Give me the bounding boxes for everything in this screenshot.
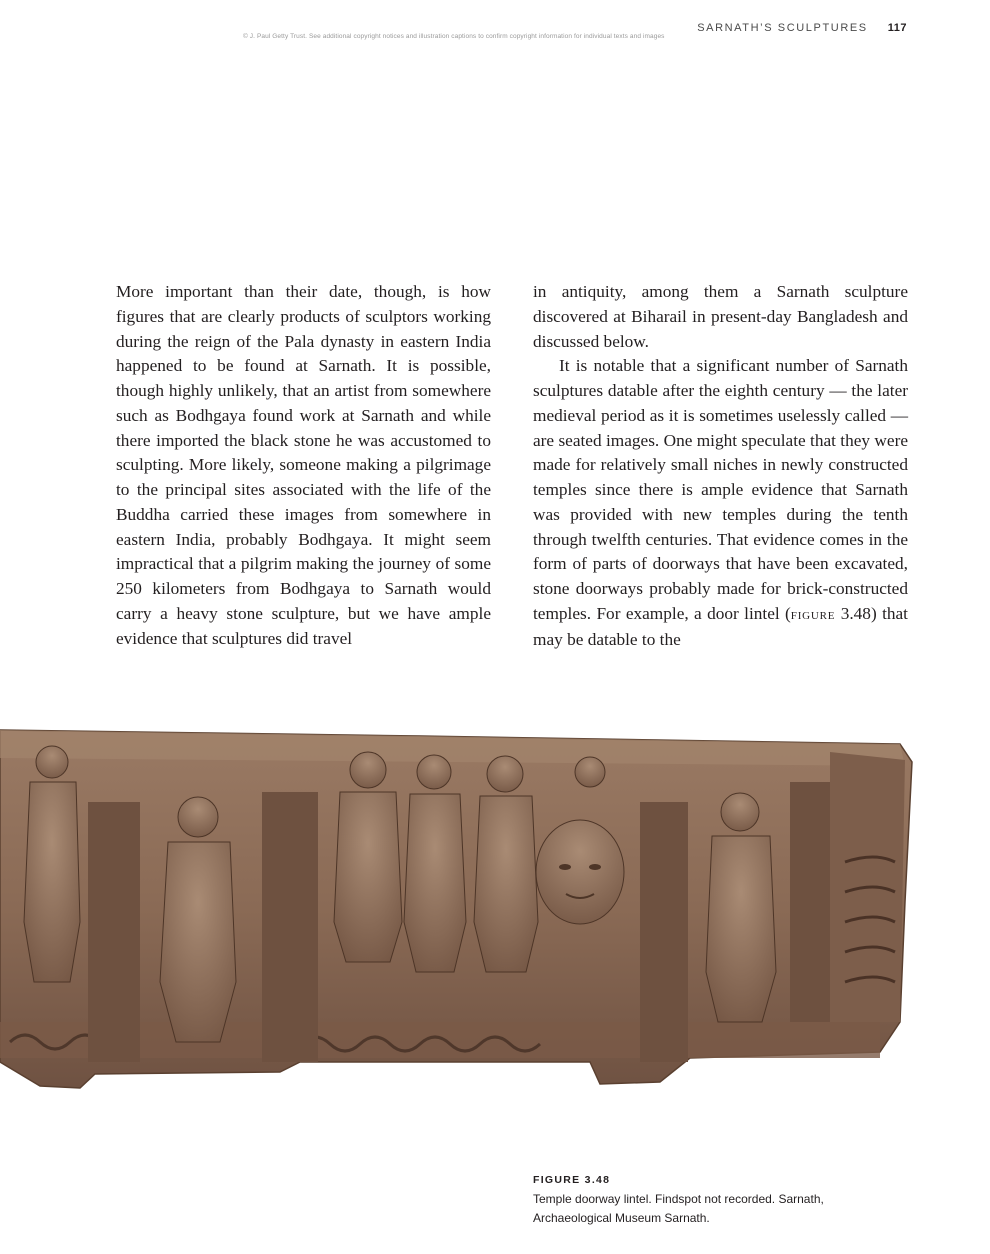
figure-caption — [533, 1174, 893, 1228]
right-paragraph-2 — [533, 354, 908, 652]
copyright-notice: © J. Paul Getty Trust. See additional copyright notices and illustration captions to confirm copyright information for individual texts and images — [243, 33, 665, 40]
left-column — [116, 280, 491, 651]
page-number: 117 — [887, 22, 907, 34]
right-paragraph-2-text: It is notable that a significant number of Sarnath sculptures datable after the eighth century — the later medieval period as it is sometimes uselessly called — are seated images. One might speculate that they were made for relatively small niches in newly constructed temples since there is ample evidence that Sarnath was provided with new temples during the tenth through twelfth centuries. That evidence comes in the form of parts of doorways that have been excavated, stone doorways probably made for brick-constructed temples. For example, a door lintel ( — [533, 356, 908, 623]
right-paragraph-1: in antiquity, among them a Sarnath sculpture discovered at Biharail in present-day Bangladesh and discussed below. — [533, 282, 908, 351]
left-paragraph: More important than their date, though, is how figures that are clearly products of sculptors working during the reign of the Pala dynasty in eastern India happened to be found at Sarnath. It is possible, though highly unlikely, that an artist from somewhere such as Bodhgaya found work at Sarnath and while there imported the black stone he was accustomed to sculpting. More likely, someone making a pilgrimage to the principal sites associated with the life of the Buddha carried these images from somewhere in eastern India, probably Bodhgaya. It might seem impractical that a pilgrim making the journey of some 250 kilometers from Bodhgaya to Sarnath would carry a heavy stone sculpture, but we have ample evidence that sculptures did travel — [116, 282, 491, 648]
figure-reference: figure — [790, 606, 836, 623]
lintel-photo — [0, 722, 915, 1094]
right-column — [533, 280, 908, 652]
running-title: SARNATH’S SCULPTURES — [697, 22, 868, 34]
figure-caption-line-1: Temple doorway lintel. Findspot not recorded. Sarnath, — [533, 1192, 824, 1206]
right-paragraph-2-end: 3.48) that may be datable to the — [533, 603, 908, 649]
running-head — [697, 22, 907, 34]
figure-label: FIGURE 3.48 — [533, 1174, 611, 1186]
figure-caption-line-2: Archaeological Museum Sarnath. — [533, 1211, 710, 1225]
